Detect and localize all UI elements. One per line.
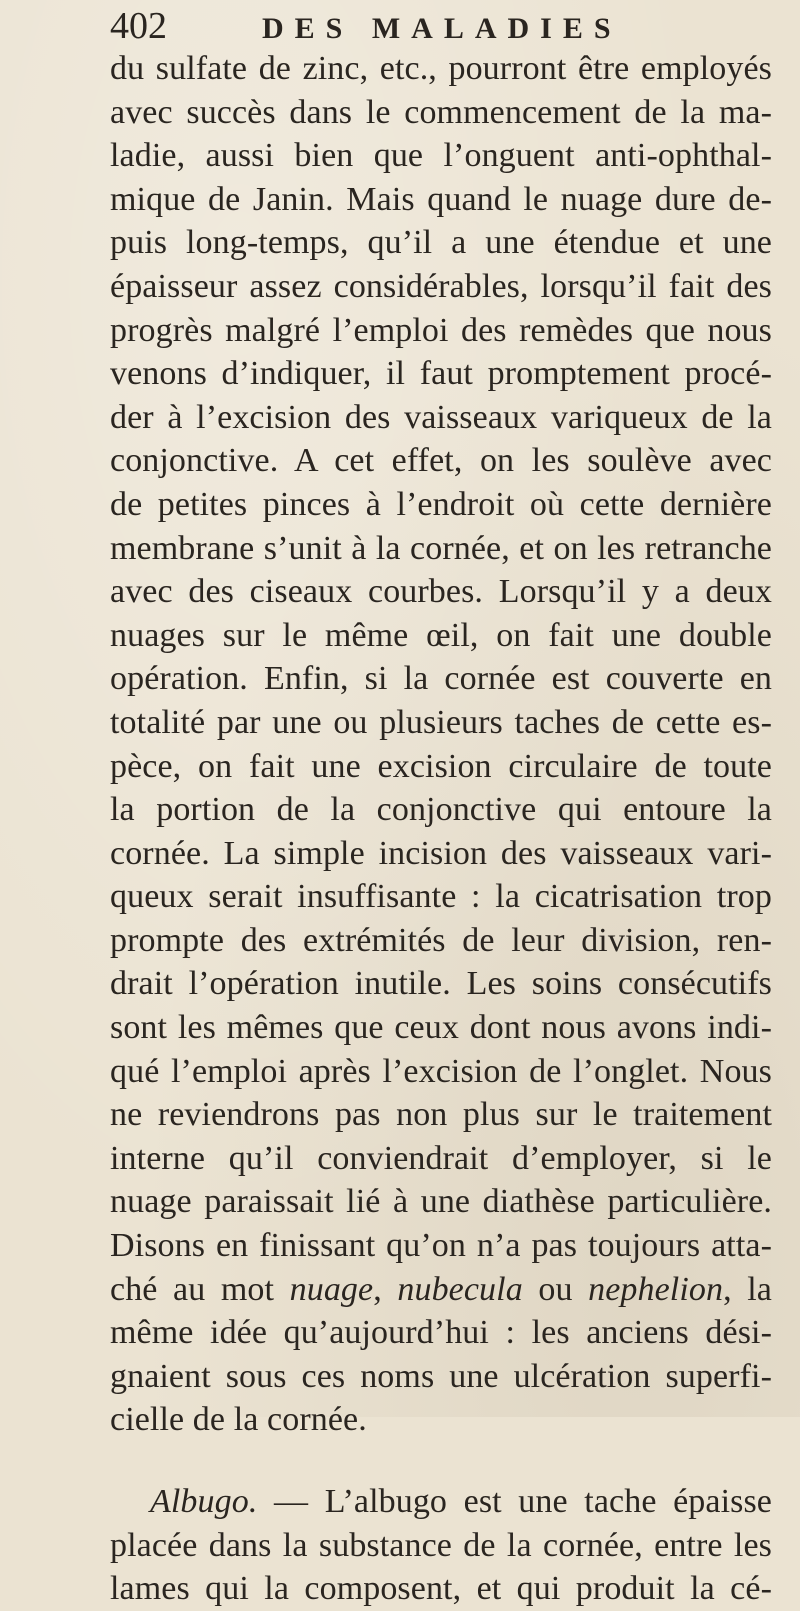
text-segment: , xyxy=(373,1270,398,1308)
text-segment: — L’albugo est une tache épaisse xyxy=(257,1483,772,1520)
text-line: de petites pinces à l’endroit où cette dernière xyxy=(110,485,772,523)
text-line: Disons en finissant qu’on n’a pas toujours atta- xyxy=(110,1227,772,1265)
text-line: pèce, on fait une excision circulaire de toute xyxy=(110,747,772,785)
paragraph-gap xyxy=(110,1442,772,1480)
text-line-with-terms xyxy=(110,1268,772,1312)
page-header xyxy=(110,4,770,48)
text-line: ladie, aussi bien que l’onguent anti-ophthal- xyxy=(110,137,772,175)
text-line: placée dans la substance de la cornée, entre les xyxy=(110,1526,772,1564)
text-line: progrès malgré l’emploi des remèdes que nous xyxy=(110,311,772,349)
text-line: qué l’emploi après l’excision de l’onglet. Nous xyxy=(110,1052,772,1090)
term-nephelion: nephelion xyxy=(588,1270,724,1308)
text-line: conjonctive. A cet effet, on les soulève avec xyxy=(110,442,772,480)
text-line: cornée. La simple incision des vaisseaux vari- xyxy=(110,834,772,872)
text-line: puis long-temps, qu’il a une étendue et une xyxy=(110,224,772,262)
section-heading-line xyxy=(110,1480,772,1524)
section-heading-albugo: Albugo. xyxy=(150,1483,258,1520)
text-line: opération. Enfin, si la cornée est couverte en xyxy=(110,660,772,698)
text-segment: ou xyxy=(522,1270,589,1308)
text-line: interne qu’il conviendrait d’employer, si le xyxy=(110,1139,772,1177)
paragraph-nuage-terms xyxy=(110,1268,772,1442)
text-line: avec succès dans le commencement de la ma- xyxy=(110,93,772,131)
term-nubecula: nubecula xyxy=(397,1270,523,1308)
paragraph-albugo xyxy=(110,1480,772,1611)
text-line: membrane s’unit à la cornée, et on les retranche xyxy=(110,529,772,567)
text-line: cielle de la cornée. xyxy=(110,1401,367,1439)
text-line: la portion de la conjonctive qui entoure la xyxy=(110,791,772,829)
text-line: du sulfate de zinc, etc., pourront être employés xyxy=(110,50,772,87)
text-line: ne reviendrons pas non plus sur le traitement xyxy=(110,1096,772,1134)
running-head: DES MALADIES xyxy=(262,12,622,45)
text-line: totalité par une ou plusieurs taches de cette es- xyxy=(110,703,772,741)
text-line: gnaient sous ces noms une ulcération superfi- xyxy=(110,1357,772,1395)
text-line: drait l’opération inutile. Les soins consécutifs xyxy=(110,965,772,1003)
paragraph-nuage-treatment xyxy=(110,47,772,1268)
text-line: sont les mêmes que ceux dont nous avons indi- xyxy=(110,1009,772,1047)
text-line: mique de Janin. Mais quand le nuage dure de- xyxy=(110,180,772,218)
text-line: avec des ciseaux courbes. Lorsqu’il y a deux xyxy=(110,573,772,611)
text-segment: ché au mot xyxy=(110,1270,290,1308)
text-line: venons d’indiquer, il faut promptement procé- xyxy=(110,355,772,393)
text-line: nuage paraissait lié à une diathèse particulière. xyxy=(110,1183,772,1221)
text-line: épaisseur assez considérables, lorsqu’il fait des xyxy=(110,267,772,305)
text-line: nuages sur le même œil, on fait une double xyxy=(110,616,772,654)
body-text xyxy=(110,47,772,1611)
text-line: queux serait insuffisante : la cicatrisation trop xyxy=(110,878,772,916)
text-line: prompte des extrémités de leur division, ren- xyxy=(110,921,772,959)
term-nuage: nuage xyxy=(289,1270,374,1308)
text-line: der à l’excision des vaisseaux variqueux de la xyxy=(110,398,772,436)
page-number: 402 xyxy=(110,5,167,47)
text-segment: , la xyxy=(723,1270,772,1308)
text-line: même idée qu’aujourd’hui : les anciens dési- xyxy=(110,1314,772,1352)
text-line: lames qui la composent, et qui produit la cé- xyxy=(110,1570,772,1608)
